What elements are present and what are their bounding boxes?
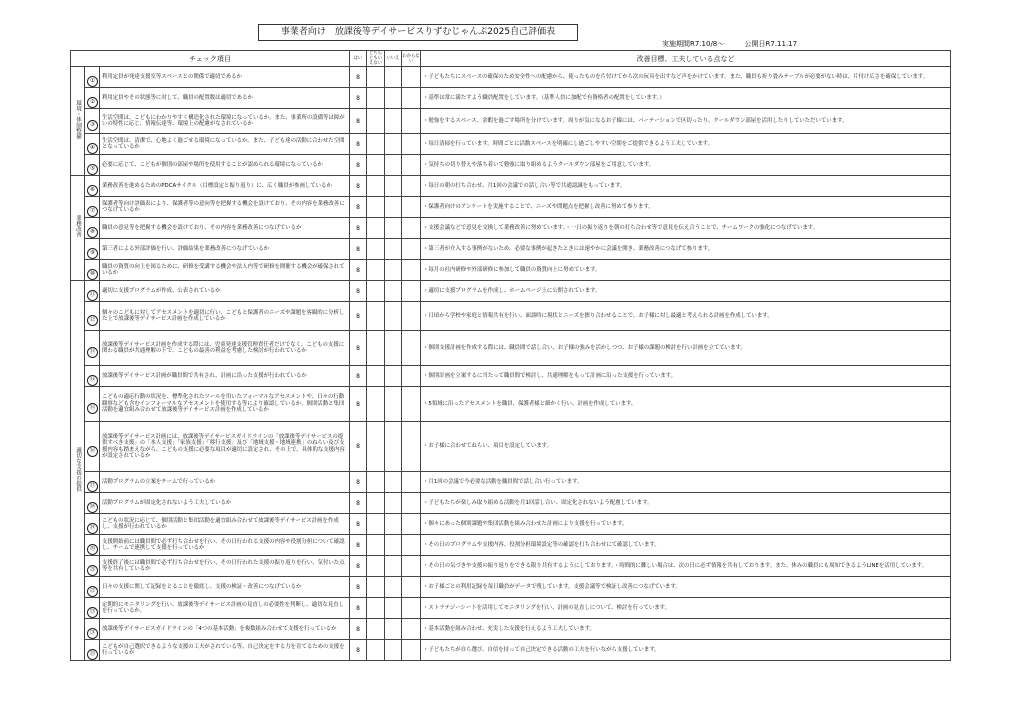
somewhat-count [367, 493, 385, 514]
item-number-cell [85, 88, 100, 109]
check-item-text: こどもの状況に応じて、個別活動と集団活動を適宜組み合わせて放課後等デイサービス計画を作成し、支援が行われているか [100, 514, 350, 535]
table-row [71, 281, 951, 302]
no-count [385, 493, 402, 514]
published-label: 公開日R7.11.17 [744, 40, 798, 48]
unknown-count [402, 493, 421, 514]
header-yes: はい [350, 51, 367, 67]
item-number: ⑫ [87, 315, 98, 326]
yes-count: 8 [350, 239, 367, 260]
unknown-count [402, 422, 421, 472]
check-item-text: 生活空間は、清潔で、心地よく過ごせる環境になっているか。また、子ども達の活動に合わせた空間となっているか [100, 134, 350, 155]
improvement-note: ・毎日清掃を行っています。時間ごとに活動スペースを明確にし過ごしやすい空間をご提供できるよう工夫しています。 [421, 134, 951, 155]
check-item-text: 保護者等向け評価表により、保護者等の意向等を把握する機会を設けており、その内容を業務改善につなげているか [100, 197, 350, 218]
yes-count: 8 [350, 109, 367, 134]
check-item-text: 業務改善を進めるためのPDCAサイクル（目標設定と振り返り）に、広く職員が参画しているか [100, 176, 350, 197]
check-item-text: 個々のこどもに対してアセスメントを適切に行い、こどもと保護者のニーズや課題を客観的に分析した上で放課後等デイサービス計画を作成しているか [100, 302, 350, 331]
item-number: ⑤ [87, 164, 98, 175]
somewhat-count [367, 598, 385, 619]
item-number: ⑭ [87, 375, 98, 386]
yes-count: 8 [350, 134, 367, 155]
no-count [385, 176, 402, 197]
table-row [71, 239, 951, 260]
somewhat-count [367, 514, 385, 535]
check-item-text: 活動プログラムの立案をチームで行っているか [100, 472, 350, 493]
check-item-text: 放課後等デイサービスガイドラインの「4つの基本活動」を複数組み合わせて支援を行っているか [100, 619, 350, 640]
item-number-cell [85, 239, 100, 260]
improvement-note: ・日頃から学校や家庭と情報共有を行い、面談時に現状とニーズを擦り合わせることで、お子様に対し最適と考えられる計画を作成しています。 [421, 302, 951, 331]
check-item-text: 支援終了後には職員間で必ず打ち合わせを行い、その日行われた支援の振り返りを行い、気付いた点等を共有しているか [100, 556, 350, 577]
category-label: 業務改善 [75, 215, 81, 238]
somewhat-count [367, 134, 385, 155]
check-item-text: 支援開始前には職員間で必ず打ち合わせを行い、その日行われる支援の内容や役割分担について確認し、チームで連携して支援を行っているか [100, 535, 350, 556]
no-count [385, 366, 402, 387]
item-number-cell [85, 556, 100, 577]
improvement-note: ・勉強をするスペース、余暇を過ごす場所を分けています。周りが気になるお子様には、パーテーションで区切ったり、クールダウン部屋を活用したりしていただいています。 [421, 109, 951, 134]
check-item-text: 放課後等デイサービス計画には、放課後等デイサービスガイドラインの「放課後等デイサービスの提供すべき支援」の「本人支援」「家族支援」「移行支援」及び「地域支援・地域連携」のねらい及び支援内容も踏まえながら、こどもの支援に必要な項目が適切に設定され、その上で、具体的な支援内容が設定されているか [100, 422, 350, 472]
table-row [71, 67, 951, 88]
no-count [385, 535, 402, 556]
unknown-count [402, 281, 421, 302]
category-label: 環境・体制整備 [75, 99, 81, 140]
somewhat-count [367, 577, 385, 598]
somewhat-count [367, 302, 385, 331]
improvement-note: ・月1回の会議で今必要な活動を職員間で話し合い行っています。 [421, 472, 951, 493]
unknown-count [402, 197, 421, 218]
no-count [385, 331, 402, 366]
unknown-count [402, 535, 421, 556]
unknown-count [402, 155, 421, 176]
item-number-cell [85, 218, 100, 239]
somewhat-count [367, 387, 385, 422]
item-number-cell [85, 197, 100, 218]
table-row [71, 535, 951, 556]
yes-count: 8 [350, 598, 367, 619]
check-item-text: 適切に支援プログラムが作成、公表されているか [100, 281, 350, 302]
yes-count: 8 [350, 331, 367, 366]
yes-count: 8 [350, 640, 367, 661]
yes-count: 8 [350, 67, 367, 88]
somewhat-count [367, 239, 385, 260]
check-item-text: 日々の支援に関して記録をとることを徹底し、支援の検証・改善につなげているか [100, 577, 350, 598]
item-number-cell [85, 366, 100, 387]
table-header-row [71, 51, 951, 67]
yes-count: 8 [350, 281, 367, 302]
improvement-note: ・5領域に沿ったアセスメントを職員、保護者様と細かく行い、計画を作成しています。 [421, 387, 951, 422]
no-count [385, 281, 402, 302]
unknown-count [402, 109, 421, 134]
item-number: ㉕ [87, 649, 98, 660]
improvement-note: ・子どもたちが楽しみ取り組める活動を月1回話し合い、固定化されないよう配慮しています。 [421, 493, 951, 514]
item-number: ⑬ [87, 347, 98, 358]
no-count [385, 260, 402, 281]
improvement-note: ・ストラテジーシートを活用してモニタリングを行い、計画の見直しについて、検討を行っています。 [421, 598, 951, 619]
somewhat-count [367, 109, 385, 134]
category-cell [71, 176, 85, 281]
unknown-count [402, 556, 421, 577]
check-item-text: 職員の資質の向上を図るために、研修を受講する機会や法人内等で研修を開催する機会が確保されているか [100, 260, 350, 281]
yes-count: 8 [350, 619, 367, 640]
item-number-cell [85, 302, 100, 331]
item-number: ① [87, 76, 98, 87]
item-number: ⑱ [87, 502, 98, 513]
table-row [71, 493, 951, 514]
unknown-count [402, 67, 421, 88]
improvement-note: ・子どもたちにスペースの確保のため安全性への配慮から、使ったものを片付けてから次の玩具を出すなど声をかけています。また、職員も折り畳みテーブルが必要がない時は、片付け広さを確保しています。 [421, 67, 951, 88]
improvement-note: ・個別計画を立案するに当たって職員間で検討し、共通理解をもって計画に沿った支援を行っています。 [421, 366, 951, 387]
somewhat-count [367, 260, 385, 281]
improvement-note: ・気持ちの切り替えや落ち着いて勉強に取り組めるようクールダウン部屋をご用意しています。 [421, 155, 951, 176]
no-count [385, 598, 402, 619]
check-item-text: 活動プログラムが固定化されないよう工夫しているか [100, 493, 350, 514]
item-number-cell [85, 67, 100, 88]
item-number: ⑪ [87, 290, 98, 301]
item-number-cell [85, 176, 100, 197]
item-number: ⑦ [87, 206, 98, 217]
unknown-count [402, 640, 421, 661]
table-row [71, 422, 951, 472]
somewhat-count [367, 472, 385, 493]
item-number: ㉓ [87, 607, 98, 618]
item-number-cell [85, 514, 100, 535]
item-number: ⑧ [87, 227, 98, 238]
unknown-count [402, 134, 421, 155]
yes-count: 8 [350, 366, 367, 387]
somewhat-count [367, 331, 385, 366]
no-count [385, 472, 402, 493]
improvement-note: ・その日のプログラムや支援内容、役割分担環境設定等の確認を打ち合わせにて確認しています。 [421, 535, 951, 556]
yes-count: 8 [350, 472, 367, 493]
somewhat-count [367, 535, 385, 556]
unknown-count [402, 472, 421, 493]
evaluation-table [70, 50, 951, 661]
header-somewhat: どちらともいえない [367, 51, 385, 67]
yes-count: 8 [350, 260, 367, 281]
no-count [385, 109, 402, 134]
somewhat-count [367, 67, 385, 88]
table-body [71, 67, 951, 661]
no-count [385, 619, 402, 640]
no-count [385, 640, 402, 661]
no-count [385, 514, 402, 535]
yes-count: 8 [350, 176, 367, 197]
item-number-cell [85, 422, 100, 472]
improvement-note: ・支援会議などで意見を交換して業務改善に努めています。・一日の振り返りを朝の打ち合わせ等で意見を伝え合うことで、チームワークの強化につなげています。 [421, 218, 951, 239]
item-number: ⑩ [87, 269, 98, 280]
item-number: ㉔ [87, 628, 98, 639]
header-check-item: チェック項目 [71, 51, 350, 67]
yes-count: 8 [350, 422, 367, 472]
no-count [385, 422, 402, 472]
somewhat-count [367, 366, 385, 387]
item-number: ⑳ [87, 544, 98, 555]
no-count [385, 556, 402, 577]
unknown-count [402, 598, 421, 619]
yes-count: 8 [350, 387, 367, 422]
improvement-note: ・毎月の社内研修や外部研修に参加して職員の資質向上に努めています。 [421, 260, 951, 281]
item-number: ⑮ [87, 403, 98, 414]
header-unknown: わからない [402, 51, 421, 67]
check-item-text: 利用定員が発達支援室等スペースとの関係で適切であるか [100, 67, 350, 88]
table-row [71, 109, 951, 134]
unknown-count [402, 302, 421, 331]
improvement-note: ・その日の気づきや支援の振り返りをできる限り共有するようにしております。・時間的に難しい場合は、次の日に必ず情報を共有しております。また、休みの職員にも周知できるようLINEを活用しています。 [421, 556, 951, 577]
somewhat-count [367, 88, 385, 109]
unknown-count [402, 88, 421, 109]
improvement-note: ・毎日の朝の打ち合わせ、月1回の会議での話し合い等で共通認識をもっています。 [421, 176, 951, 197]
unknown-count [402, 577, 421, 598]
item-number-cell [85, 331, 100, 366]
item-number-cell [85, 472, 100, 493]
check-item-text: 必要に応じて、こどもが個別の部屋や場所を使用することが認められる環境になっているか [100, 155, 350, 176]
check-item-text: 職員の意見等を把握する機会を設けており、その内容を業務改善につなげているか [100, 218, 350, 239]
unknown-count [402, 514, 421, 535]
table-row [71, 619, 951, 640]
table-row [71, 472, 951, 493]
item-number-cell [85, 260, 100, 281]
table-row [71, 218, 951, 239]
somewhat-count [367, 155, 385, 176]
no-count [385, 197, 402, 218]
somewhat-count [367, 176, 385, 197]
yes-count: 8 [350, 88, 367, 109]
item-number-cell [85, 281, 100, 302]
improvement-note: ・個々にあった個別課題や集団活動を組み合わせた計画により支援を行っています。 [421, 514, 951, 535]
header-improvement: 改善目標、工夫している点など [421, 51, 951, 67]
item-number-cell [85, 535, 100, 556]
table-row [71, 260, 951, 281]
somewhat-count [367, 619, 385, 640]
improvement-note: ・基準は常に満たすよう職員配置をしています。（基準人員に加配で有資格者の配置をしています。） [421, 88, 951, 109]
table-row [71, 134, 951, 155]
unknown-count [402, 260, 421, 281]
yes-count: 8 [350, 155, 367, 176]
table-row [71, 197, 951, 218]
item-number-cell [85, 577, 100, 598]
header-no: いいえ [385, 51, 402, 67]
yes-count: 8 [350, 535, 367, 556]
check-item-text: 第三者による外部評価を行い、評価結果を業務改善につなげているか [100, 239, 350, 260]
item-number-cell [85, 619, 100, 640]
check-item-text: 放課後等デイサービス計画を作成する際には、児童発達支援管理責任者だけでなく、こどもの支援に関わる職員が共通理解の下で、こどもの最善の利益を考慮した検討が行われているか [100, 331, 350, 366]
table-row [71, 514, 951, 535]
no-count [385, 67, 402, 88]
yes-count: 8 [350, 577, 367, 598]
no-count [385, 387, 402, 422]
improvement-note: ・お子様に合わせてねらい、項目を設定しています。 [421, 422, 951, 472]
document-title: 事業者向け 放課後等デイサービスりずむじゃんぷ2025自己評価表 [258, 24, 578, 41]
table-row [71, 176, 951, 197]
improvement-note: ・個別支援計画を作成する際には、職員間で話し合い、お子様の強みを活かしつつ、お子様の課題の検討を行い計画を立てています。 [421, 331, 951, 366]
table-row [71, 366, 951, 387]
table-row [71, 598, 951, 619]
yes-count: 8 [350, 514, 367, 535]
table-row [71, 331, 951, 366]
somewhat-count [367, 422, 385, 472]
somewhat-count [367, 640, 385, 661]
category-label: 適切な支援の提供 [75, 446, 81, 492]
unknown-count [402, 387, 421, 422]
unknown-count [402, 176, 421, 197]
yes-count: 8 [350, 556, 367, 577]
improvement-note: ・保護者向けのアンケートを実施することで、ニーズや問題点を把握し改善に努めて参ります。 [421, 197, 951, 218]
yes-count: 8 [350, 218, 367, 239]
no-count [385, 577, 402, 598]
table-row [71, 155, 951, 176]
check-item-text: 定期的にモニタリングを行い、放課後等デイサービス計画の見直しの必要性を判断し、適切な見直しを行っているか。 [100, 598, 350, 619]
unknown-count [402, 366, 421, 387]
item-number: ⑰ [87, 481, 98, 492]
somewhat-count [367, 281, 385, 302]
category-cell [71, 67, 85, 176]
check-item-text: 生活空間は、こどもにわかりやすく構造化された環境になっているか。また、事業所の設備等は障がいの特性に応じ、情報伝達等、環境上の配慮がなされているか [100, 109, 350, 134]
check-item-text: こどもが自己選択できるような支援の工夫がされている等、自己決定をする力を育てるための支援を行っているか [100, 640, 350, 661]
unknown-count [402, 331, 421, 366]
item-number-cell [85, 109, 100, 134]
item-number: ③ [87, 120, 98, 131]
unknown-count [402, 619, 421, 640]
item-number: ⑥ [87, 185, 98, 196]
item-number: ㉑ [87, 565, 98, 576]
item-number: ⑨ [87, 248, 98, 259]
item-number-cell [85, 155, 100, 176]
yes-count: 8 [350, 493, 367, 514]
table-row [71, 88, 951, 109]
no-count [385, 155, 402, 176]
check-item-text: こどもの適応行動の状況を、標準化されたツールを用いたフォーマルなアセスメントや、日々の行動観察なども含むインフォーマルなアセスメントを使用する等により確認しているか。個別活動と集団活動を適宜組み合わせて放課後等デイサービス計画を作成しているか [100, 387, 350, 422]
improvement-note: ・子どもたちが自ら選び、自信を持って自己決定できる活動の工夫を行いながら支援しています。 [421, 640, 951, 661]
no-count [385, 239, 402, 260]
somewhat-count [367, 197, 385, 218]
yes-count: 8 [350, 302, 367, 331]
no-count [385, 134, 402, 155]
item-number-cell [85, 598, 100, 619]
item-number-cell [85, 493, 100, 514]
table-row [71, 387, 951, 422]
item-number-cell [85, 134, 100, 155]
period-info [662, 38, 842, 50]
period-label: 実施期間R7.10/8～ [662, 40, 725, 48]
item-number: ② [87, 97, 98, 108]
somewhat-count [367, 218, 385, 239]
unknown-count [402, 218, 421, 239]
item-number: ④ [87, 143, 98, 154]
item-number: ⑯ [87, 446, 98, 457]
item-number: ㉒ [87, 586, 98, 597]
check-item-text: 利用定員やその状態等に対して、職員の配置数は適切であるか [100, 88, 350, 109]
item-number-cell [85, 640, 100, 661]
improvement-note: ・第三者が介入する事例がないため、必要な事例が起きたときには速やかに会議を開き、業務改善につなげて参ります。 [421, 239, 951, 260]
table-row [71, 640, 951, 661]
somewhat-count [367, 556, 385, 577]
no-count [385, 302, 402, 331]
improvement-note: ・お子様ごとの利用記録を毎日職員がデータで残しています。支援会議等で検証し改善につなげています。 [421, 577, 951, 598]
category-cell [71, 281, 85, 661]
item-number-cell [85, 387, 100, 422]
unknown-count [402, 239, 421, 260]
check-item-text: 放課後等デイサービス計画が職員間で共有され、計画に沿った支援が行われているか [100, 366, 350, 387]
improvement-note: ・適切に支援プログラムを作成し、ホームページ上に公開されています。 [421, 281, 951, 302]
table-row [71, 577, 951, 598]
yes-count: 8 [350, 197, 367, 218]
no-count [385, 88, 402, 109]
item-number: ⑲ [87, 523, 98, 534]
improvement-note: ・基本活動を組み合わせ、充実した支援を行えるよう工夫しています。 [421, 619, 951, 640]
table-row [71, 556, 951, 577]
table-row [71, 302, 951, 331]
no-count [385, 218, 402, 239]
